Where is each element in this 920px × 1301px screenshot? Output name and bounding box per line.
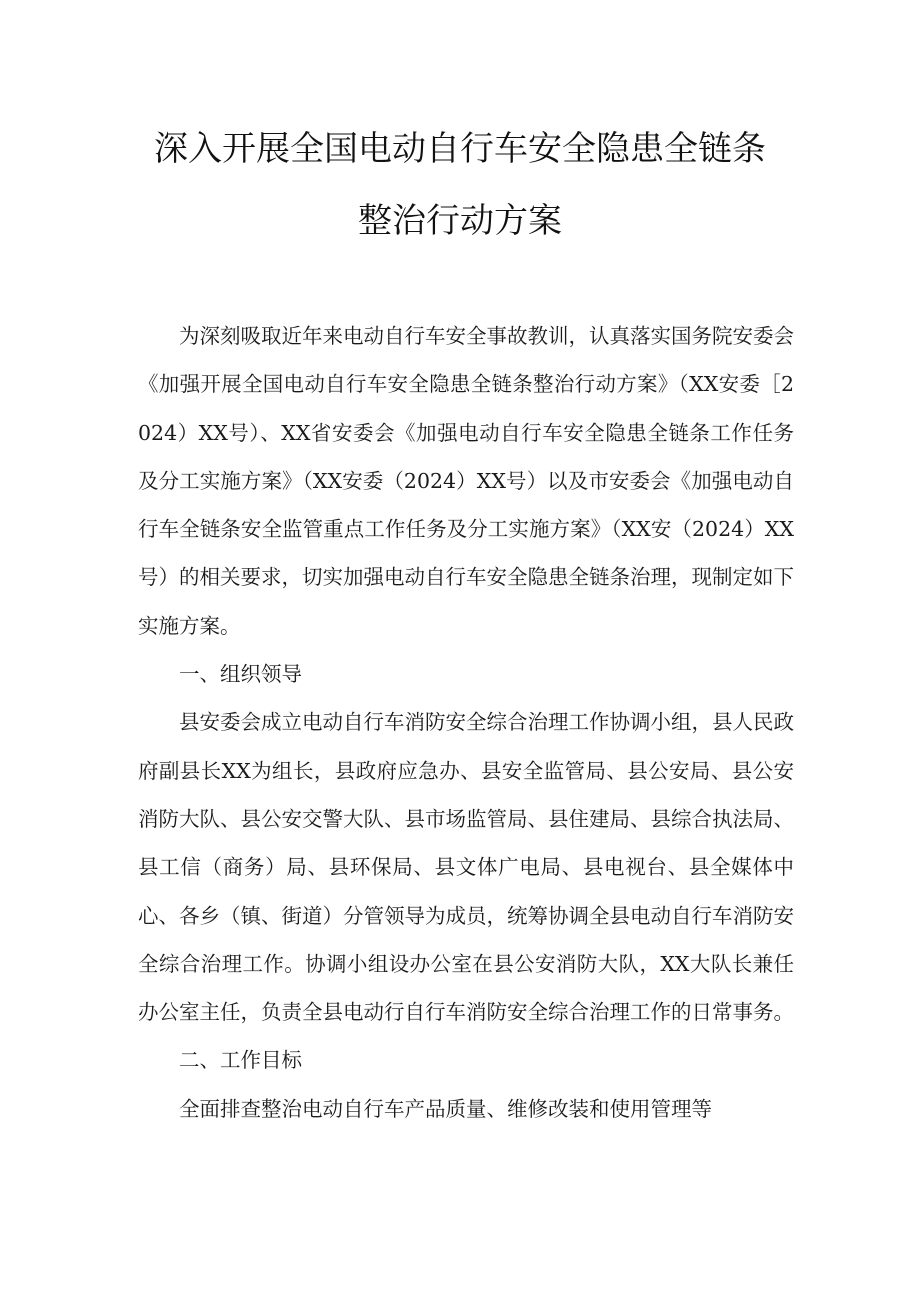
- document-body: [138, 312, 794, 1133]
- section-heading-organization: 一、组织领导: [179, 662, 302, 687]
- section-heading-goals: 二、工作目标: [179, 1048, 302, 1073]
- goals-paragraph: 全面排查整治电动自行车产品质量、维修改装和使用管理等: [179, 1096, 712, 1121]
- organization-paragraph: 县安委会成立电动自行车消防安全综合治理工作协调小组，县人民政府副县长XX为组长，县政府应急办、县安全监管局、县公安局、县公安消防大队、县公安交警大队、县市场监管局、县住建局、县综合执法局、县工信（商务）局、县环保局、县文体广电局、县电视台、县全媒体中心、各乡（镇、街道）分管领导为成员，统筹协调全县电动自行车消防安全综合治理工作。协调小组设办公室在县公安消防大队，XX大队长兼任办公室主任，负责全县电动行自行车消防安全综合治理工作的日常事务。: [138, 710, 794, 1025]
- document-title-line-2: 整治行动方案: [358, 201, 562, 241]
- document-title-line-1: 深入开展全国电动自行车安全隐患全链条: [154, 129, 766, 169]
- intro-paragraph: 为深刻吸取近年来电动自行车安全事故教训，认真落实国务院安委会《加强开展全国电动自行车安全隐患全链条整治行动方案》（XX安委［2024）XX号）、XX省安委会《加强电动自行车安全隐患全链条工作任务及分工实施方案》（XX安委（2024）XX号）以及市安委会《加强电动自行车全链条安全监管重点工作任务及分工实施方案》（XX安（2024）XX号）的相关要求，切实加强电动自行车安全隐患全链条治理，现制定如下实施方案。: [138, 324, 794, 638]
